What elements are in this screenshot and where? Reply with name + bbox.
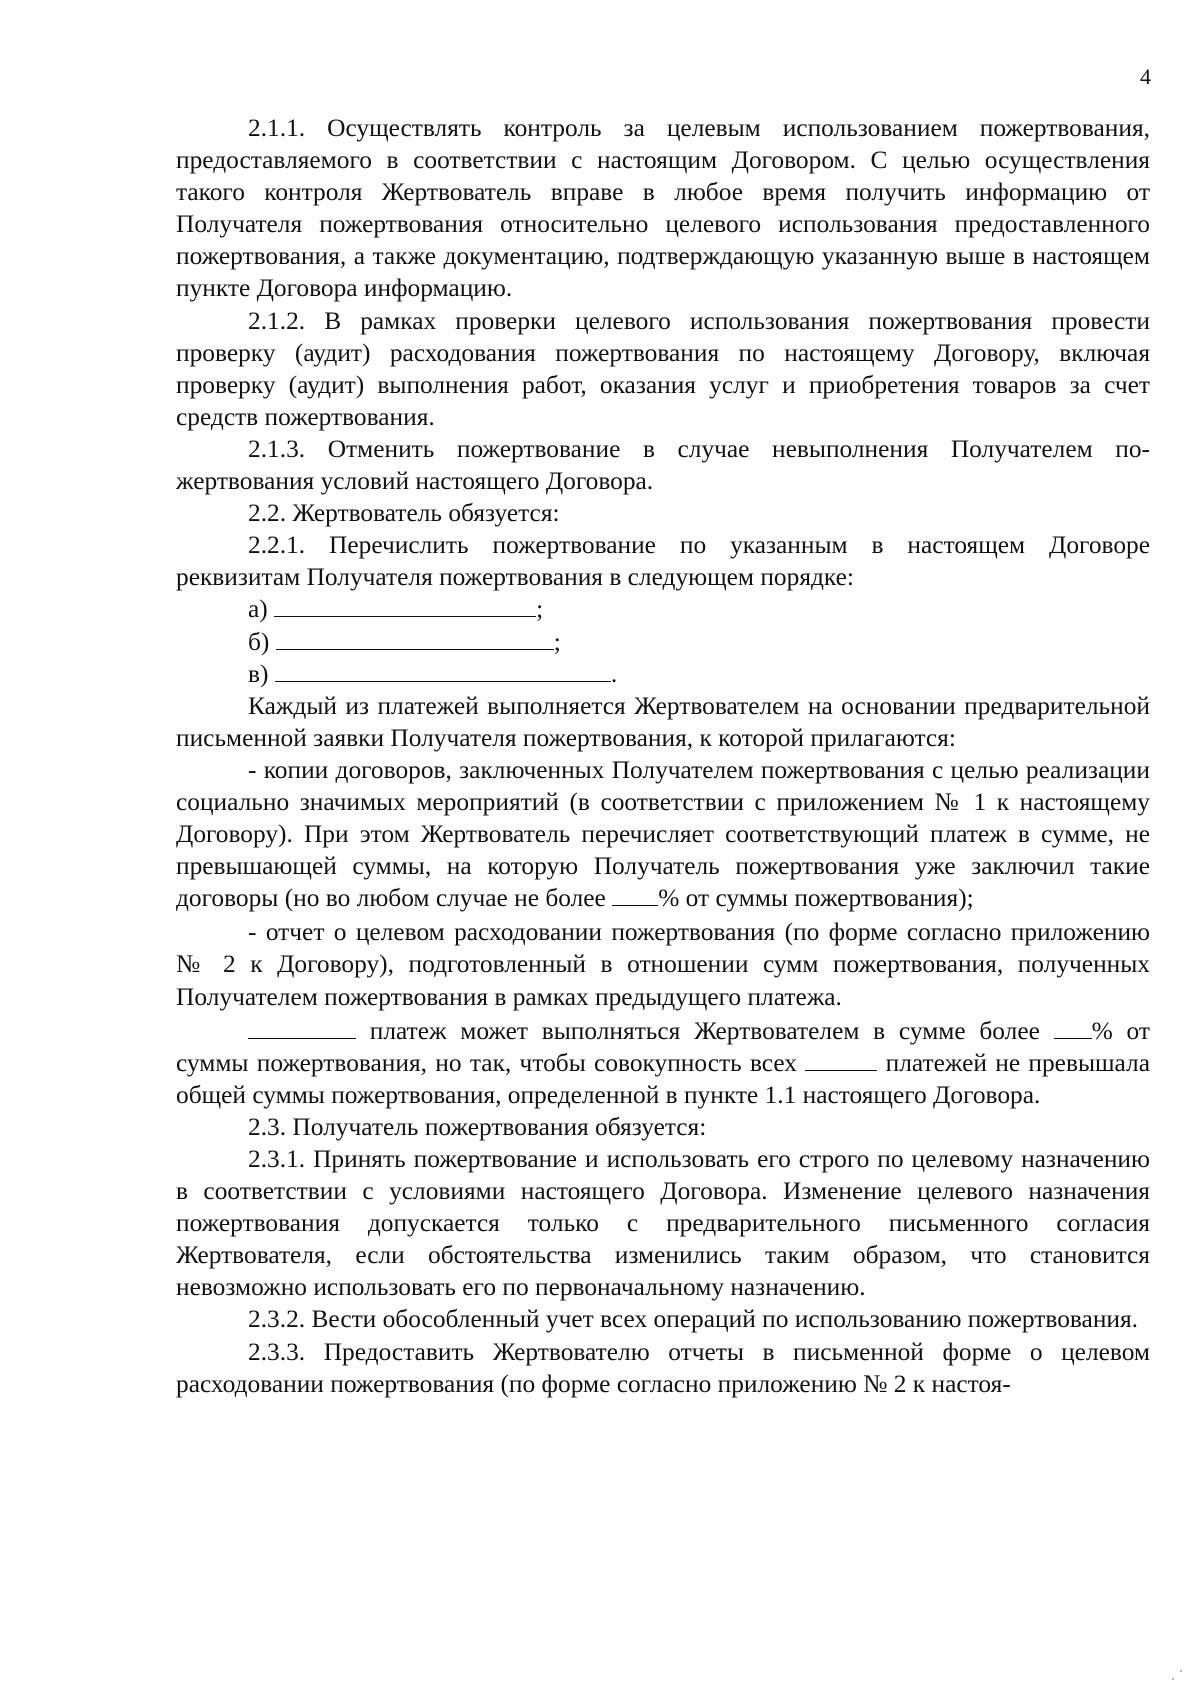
clause-2-1-3: 2.1.3. Отменить пожертвование в случае невыполнения Получателем пожертвования условий настоящего Договора. bbox=[176, 434, 1150, 496]
page-number: 4 bbox=[1140, 64, 1151, 89]
payment-clause-part3: платежей не превышала общей суммы пожертвования, определенной в пункте 1.1 настоящего Договора. bbox=[176, 1048, 1150, 1109]
list-item-end: . bbox=[610, 659, 618, 688]
payment-clause-part1: платеж может выполняться Жертвователем в сумме более bbox=[369, 1016, 1040, 1045]
percent-blank bbox=[1054, 1016, 1092, 1039]
fill-in-blank bbox=[275, 659, 611, 682]
list-item-a bbox=[176, 593, 1150, 625]
scan-speck bbox=[1172, 1678, 1174, 1680]
list-item-v bbox=[176, 658, 1150, 690]
contracts-copies-text: - копии договоров, заключенных Получателем пожертвования с целью реализации социально значимых мероприятий (в соответствии с приложением № 1 к настоящему Договору). При этом Жертвователь перечисляет соответствующий платеж в сумме, не превышающей суммы, на которую Получатель пожертвования уже заключил такие договоры (но во любом случае не более bbox=[176, 755, 1150, 913]
clause-2-2-1: 2.2.1. Перечислить пожертвование по указанным в настоящем Договоре реквизитам Получателя пожертвования в следующем порядке: bbox=[176, 531, 1150, 592]
list-item-end: ; bbox=[553, 627, 561, 656]
clause-2-1-1: 2.1.1. Осуществлять контроль за целевым использованием пожертвования, предоставляемого в соответствии с настоящим Договором. С целью осуществления такого контроля Жертвователь вправе в любое время получить информацию от Получателя пожертвования относительно целевого использования предоставленного пожертвования, а также документацию, подтверждающую указанную выше в настоящем пункте Договора информацию. bbox=[176, 114, 1150, 303]
clause-2-3-3: 2.3.3. Предоставить Жертвователю отчеты в письменной форме о целевом расходовании пожертвования (по форме согласно приложению № 2 к настоя- bbox=[176, 1337, 1150, 1398]
payment-requests-paragraph: Каждый из платежей выполняется Жертвователем на основании предварительной письменной заявки Получателя пожертвования, к которой прилагаются: bbox=[176, 691, 1150, 752]
contracts-copies-item bbox=[176, 754, 1150, 914]
scan-speck bbox=[1180, 1670, 1182, 1672]
report-item: - отчет о целевом расходовании пожертвования (по форме согласно приложению № 2 к Договору), подготовленный в отношении сумм пожертвования, полученных Получателем пожертвования в рамках предыдущего платежа. bbox=[176, 918, 1150, 1011]
clause-2-1-2: 2.1.2. В рамках проверки целевого использования пожертвования провести проверку (аудит) расходования пожертвования по настоящему Договору, включая проверку (аудит) выполнения работ, оказания услуг и приобретения товаров за счет средств пожертвования. bbox=[176, 306, 1150, 431]
percent-blank bbox=[612, 883, 658, 906]
count-blank bbox=[805, 1048, 877, 1071]
payment-clause bbox=[176, 1015, 1150, 1111]
fill-in-blank bbox=[276, 627, 554, 650]
list-item-end: ; bbox=[536, 595, 544, 624]
clause-2-2: 2.2. Жертвователь обязуется: bbox=[248, 499, 560, 528]
percent-tail: % от суммы пожертвования); bbox=[658, 884, 974, 913]
payment-clause-part2: % от суммы пожертвования, но так, чтобы совокупность всех bbox=[176, 1016, 1150, 1077]
clause-2-3-2: 2.3.2. Вести обособленный учет всех операций по использованию пожертвования. bbox=[248, 1305, 1139, 1334]
fill-in-blank bbox=[274, 594, 536, 617]
payment-blank bbox=[248, 1016, 356, 1039]
document-body bbox=[176, 112, 1150, 1400]
list-item-b bbox=[176, 626, 1150, 658]
list-item-label: в) bbox=[248, 659, 269, 688]
clause-2-3: 2.3. Получатель пожертвования обязуется: bbox=[248, 1112, 707, 1141]
list-item-label: б) bbox=[248, 627, 270, 656]
list-item-label: а) bbox=[248, 595, 268, 624]
clause-2-3-1: 2.3.1. Принять пожертвование и использовать его строго по целевому назначению в соответствии с условиями настоящего Договора. Изменение целевого назначения пожертвования допускается только с предварительного письменного согласия Жертвователя, если обстоятельства изменились таким образом, что становится невозможно использовать его по первоначальному назначению. bbox=[176, 1145, 1150, 1302]
